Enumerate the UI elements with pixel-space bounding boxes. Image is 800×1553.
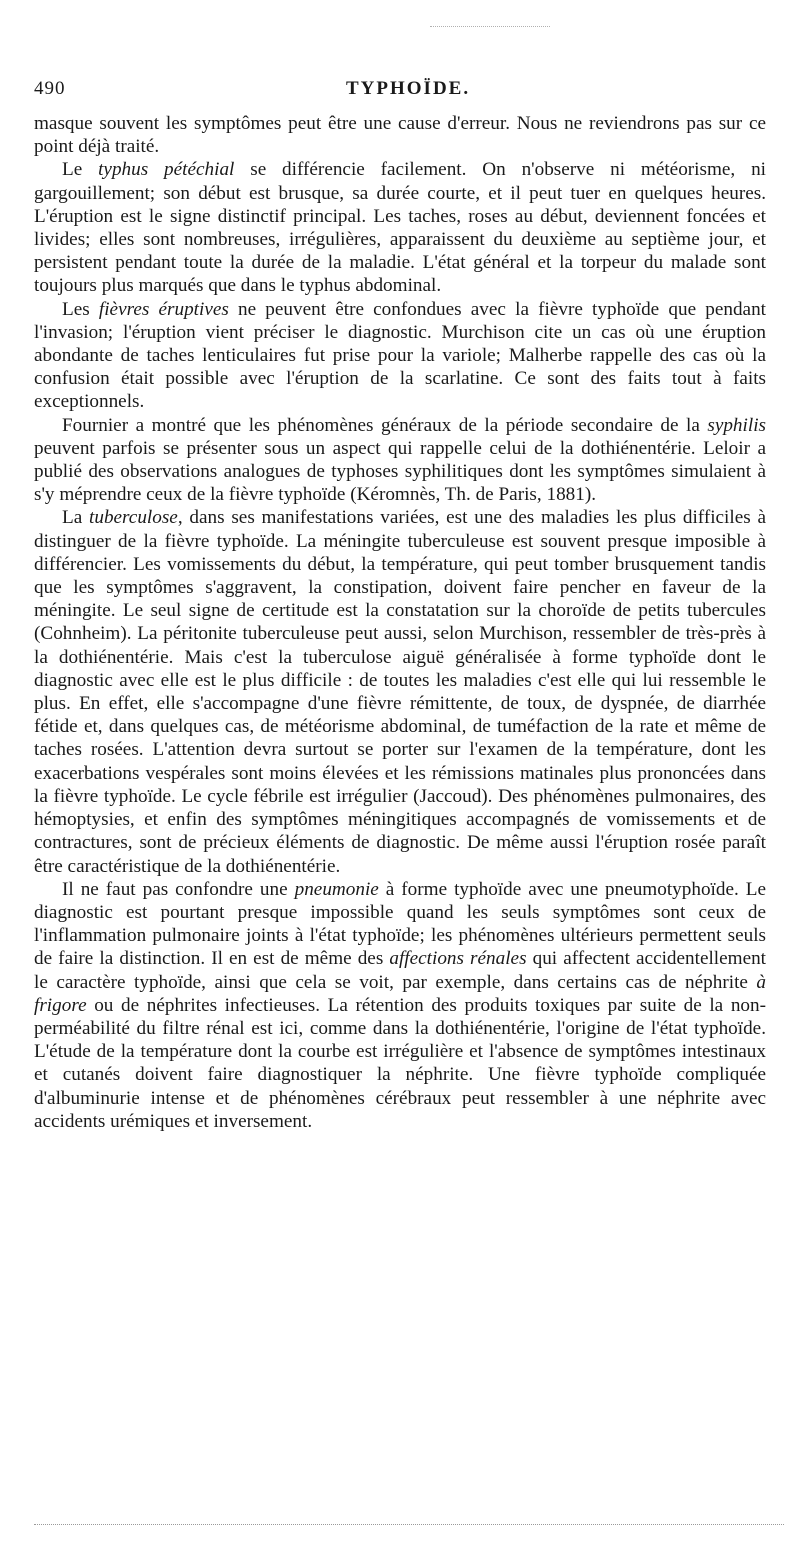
running-title: TYPHOÏDE. <box>346 78 471 99</box>
italic-term: à frigore <box>34 971 766 1016</box>
page-number: 490 <box>34 78 66 99</box>
italic-term: fièvres éruptives <box>98 298 229 320</box>
text-run: peuvent parfois se présenter sous un aspect qui rappelle celui de la dothiénentérie. Leloir a publié des observations analogues de typhoses syphilitiques dont les symptômes simulaient à s'y méprendre ceux de la fièvre typhoïde (Kéromnès, Th. de Paris, 1881). <box>34 437 766 506</box>
footer-dotted-rule <box>34 1524 784 1525</box>
text-run: à forme typhoïde avec une pneumotyphoïde. Le diagnostic est pourtant presque impossible quand les seuls symptômes sont ceux de l'inflammation pulmonaire joints à l'état typhoïde; les phénomènes ultérieurs permettent seuls de faire la distinction. Il en est de même des <box>34 878 766 970</box>
italic-term: typhus pétéchial <box>98 159 235 181</box>
page-header <box>34 78 778 108</box>
italic-term: pneumonie <box>294 878 379 900</box>
text-run: , dans ses manifestations variées, est une des maladies les plus difficiles à distinguer de la fièvre typhoïde. La méningite tuberculeuse est souvent presque imposible à différencier. Les vomissements du début, la température, qui peut tomber brusquement tandis que les symptômes s'aggravent, la constipation, doivent faire pencher en faveur de la méningite. Le seul signe de certitude est la constatation sur la choroïde de petits tubercules (Cohnheim). La péritonite tuberculeuse peut aussi, selon Murchison, ressembler de très-près à la dothiénentérie. Mais c'est la tuberculose aiguë généralisée à forme typhoïde dont le diagnostic avec elle est le plus difficile : de toutes les maladies c'est elle qui lui ressemble le plus. En effet, elle s'accompagne d'une fièvre rémittente, de toux, de dyspnée, de diarrhée fétide et, dans quelques cas, de météorisme abdominal, de tuméfaction de la rate et même de taches rosées. L'attention devra surtout se porter sur l'examen de la température, dont les exacerbations vespérales sont moins élevées et les rémissions matinales plus prononcées dans la fièvre typhoïde. Le cycle fébrile est irrégulier (Jaccoud). Des phénomènes pulmonaires, des hémoptysies, et enfin des symptômes méningitiques accompagnés de vomissements et de contractures, sont de précieux éléments de diagnostic. De même aussi l'éruption rosée paraît être caractéristique de la dothiénentérie. <box>34 507 766 877</box>
paragraph <box>34 878 766 1133</box>
text-run: Il ne faut pas confondre une <box>62 878 295 900</box>
paragraph <box>34 414 766 507</box>
paragraph <box>34 298 766 414</box>
scan-speck-line <box>430 26 550 27</box>
paragraph <box>34 506 766 877</box>
paragraph <box>34 158 766 297</box>
italic-term: tuberculose <box>89 507 178 529</box>
text-run: ou de néphrites infectieuses. La rétention des produits toxiques par suite de la non-perméabilité du filtre rénal est ici, comme dans la dothiénentérie, l'origine de l'état typhoïde. L'étude de la température dont la courbe est irrégulière et l'absence de symptômes intestinaux et cutanés doivent faire diagnostiquer la néphrite. Une fièvre typhoïde compliquée d'albuminurie intense et de phénomènes cérébraux peut ressembler à une néphrite avec accidents urémiques et inversement. <box>34 994 766 1132</box>
text-run: Les <box>62 298 99 320</box>
text-run: ne peuvent être confondues avec la fièvre typhoïde que pendant l'invasion; l'éruption vient préciser le diagnostic. Murchison cite un cas où une éruption abondante de taches lenticulaires fut prise pour la variole; Malherbe rappelle des cas où la confusion était possible avec l'éruption de la scarlatine. Ce sont des faits tout à faits exceptionnels. <box>34 298 766 413</box>
text-run: La <box>62 507 90 529</box>
italic-term: syphilis <box>707 414 766 436</box>
text-run: Fournier a montré que les phénomènes généraux de la période secondaire de la <box>62 414 708 436</box>
text-run: qui affectent accidentellement le caractère typhoïde, ainsi que cela se voit, par exemple, dans certains cas de néphrite <box>34 948 767 993</box>
italic-term: affections rénales <box>389 948 527 970</box>
text-run: se différencie facilement. On n'observe ni météorisme, ni gargouillement; son début est brusque, sa durée courte, et il peut tuer en quelques heures. L'éruption est le signe distinctif principal. Les taches, roses au début, deviennent foncées et livides; elles sont nombreuses, irrégulières, apparaissent du deuxième au septième jour, et persistent pendant toute la durée de la maladie. L'état général et la torpeur du malade sont toujours plus marqués que dans le typhus abdominal. <box>34 159 766 297</box>
text-run: masque souvent les symptômes peut être une cause d'erreur. Nous ne reviendrons pas sur ce point déjà traité. <box>34 113 766 158</box>
text-run: Le <box>62 159 99 181</box>
body-text <box>34 112 766 1133</box>
paragraph <box>34 112 766 158</box>
